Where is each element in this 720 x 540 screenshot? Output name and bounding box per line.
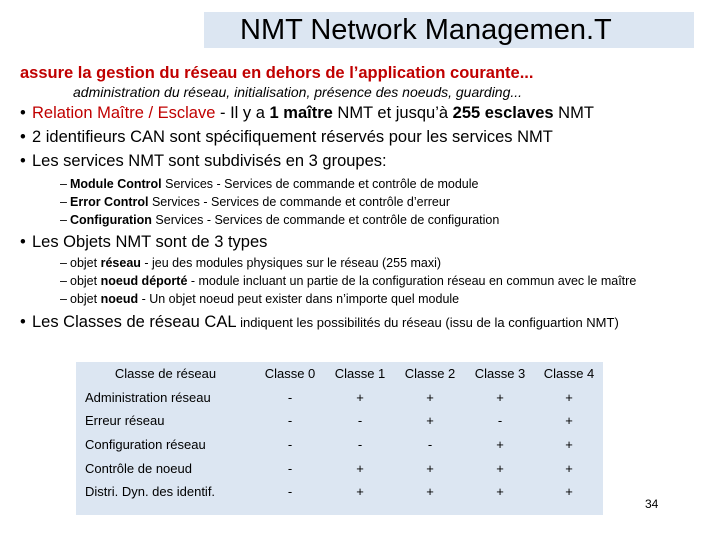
row-label: Distri. Dyn. des identif. <box>85 484 216 500</box>
table-cell: - <box>497 413 503 429</box>
table-cell: + <box>496 437 504 453</box>
table-cell: - <box>287 460 293 476</box>
bullet-master-slave-highlight: Relation Maître / Esclave <box>32 104 216 122</box>
bullet-service-groups <box>20 152 387 171</box>
bullet-bold: 1 maître <box>269 104 333 122</box>
slide-title: NMT Network Managemen.T <box>240 14 612 46</box>
table-cell: + <box>565 413 573 429</box>
object-prefix: objet <box>70 292 101 306</box>
bullet-mark: • <box>20 152 26 170</box>
dash-mark: – <box>60 195 67 209</box>
row-label: Erreur réseau <box>85 413 165 429</box>
bullet-cal-classes <box>20 313 619 332</box>
service-item <box>60 177 478 191</box>
table-row <box>76 386 603 410</box>
slide-subtitle: assure la gestion du réseau en dehors de l’application courante... <box>20 64 534 82</box>
table-cell: - <box>287 389 293 405</box>
table-cell: - <box>287 484 293 500</box>
table-cell: + <box>496 484 504 500</box>
table-row <box>76 480 603 504</box>
bullet-text: Les Objets NMT sont de 3 types <box>32 233 268 251</box>
row-label: Contrôle de noeud <box>85 460 192 476</box>
bullet-bold: 255 esclaves <box>452 104 554 122</box>
header-cell: Classe de réseau <box>114 366 217 382</box>
dash-mark: – <box>60 177 67 191</box>
service-item <box>60 213 499 227</box>
table-cell: + <box>356 460 364 476</box>
header-cell: Classe 3 <box>474 366 526 382</box>
bullet-text: NMT <box>553 104 594 122</box>
bullet-text: Les services NMT sont subdivisés en 3 groupes: <box>32 152 387 170</box>
table-cell: + <box>356 484 364 500</box>
header-cell: Classe 2 <box>404 366 456 382</box>
bullet-mark: • <box>20 233 26 251</box>
service-desc: Services - Services de commande et contrôle d’erreur <box>148 195 450 209</box>
object-item <box>60 292 459 306</box>
table-cell: + <box>496 389 504 405</box>
object-desc: - jeu des modules physiques sur le réseau (255 maxi) <box>140 256 442 270</box>
table-header-row <box>76 362 603 386</box>
object-prefix: objet <box>70 274 101 288</box>
bullet-mark: • <box>20 104 26 122</box>
bullet-nmt-objects <box>20 233 267 252</box>
bullet-text: Les Classes de réseau CAL <box>32 313 237 331</box>
table-cell: + <box>426 389 434 405</box>
object-name: noeud déporté <box>100 274 188 288</box>
row-label: Administration réseau <box>85 389 211 405</box>
service-name: Configuration <box>70 213 152 227</box>
object-item <box>60 256 441 270</box>
object-name: noeud <box>100 292 139 306</box>
table-cell: - <box>287 413 293 429</box>
dash-mark: – <box>60 274 67 288</box>
bullet-text: 2 identifieurs CAN sont spécifiquement réservés pour les services NMT <box>32 128 553 146</box>
table-cell: - <box>357 413 363 429</box>
bullet-text: - Il y a <box>215 104 270 122</box>
bullet-text: NMT et jusqu’à <box>332 104 453 122</box>
service-name: Module Control <box>70 177 162 191</box>
object-desc: - module incluant un partie de la configuration réseau en commun avec le maître <box>187 274 637 288</box>
object-desc: - Un objet noeud peut exister dans n’importe quel module <box>138 292 460 306</box>
table-cell: + <box>565 437 573 453</box>
table-cell: + <box>496 460 504 476</box>
table-cell: + <box>565 484 573 500</box>
table-row <box>76 456 603 480</box>
slide-subnote: administration du réseau, initialisation, présence des noeuds, guarding... <box>73 84 523 100</box>
service-desc: Services - Services de commande et contrôle de configuration <box>151 213 500 227</box>
bullet-note: indiquent les possibilités du réseau (issu de la configuartion NMT) <box>236 315 619 330</box>
bullet-master-slave <box>20 104 594 123</box>
table-cell: + <box>426 413 434 429</box>
service-name: Error Control <box>70 195 149 209</box>
table-row <box>76 433 603 457</box>
table-cell: + <box>565 460 573 476</box>
table-cell: - <box>357 437 363 453</box>
table-row <box>76 409 603 433</box>
dash-mark: – <box>60 292 67 306</box>
object-prefix: objet <box>70 256 101 270</box>
bullet-mark: • <box>20 313 26 331</box>
bullet-mark: • <box>20 128 26 146</box>
object-item <box>60 274 636 288</box>
table-cell: + <box>426 484 434 500</box>
dash-mark: – <box>60 256 67 270</box>
bullet-can-identifiers <box>20 128 553 147</box>
service-desc: Services - Services de commande et contrôle de module <box>161 177 479 191</box>
table-cell: + <box>565 389 573 405</box>
page-number: 34 <box>645 497 659 511</box>
header-cell: Classe 0 <box>264 366 316 382</box>
object-name: réseau <box>100 256 141 270</box>
header-cell: Classe 4 <box>543 366 595 382</box>
table-cell: - <box>427 437 433 453</box>
table-cell: + <box>426 460 434 476</box>
cal-classes-table <box>76 362 603 504</box>
dash-mark: – <box>60 213 67 227</box>
row-label: Configuration réseau <box>85 437 206 453</box>
table-cell: + <box>356 389 364 405</box>
header-cell: Classe 1 <box>334 366 386 382</box>
service-item <box>60 195 450 209</box>
table-cell: - <box>287 437 293 453</box>
